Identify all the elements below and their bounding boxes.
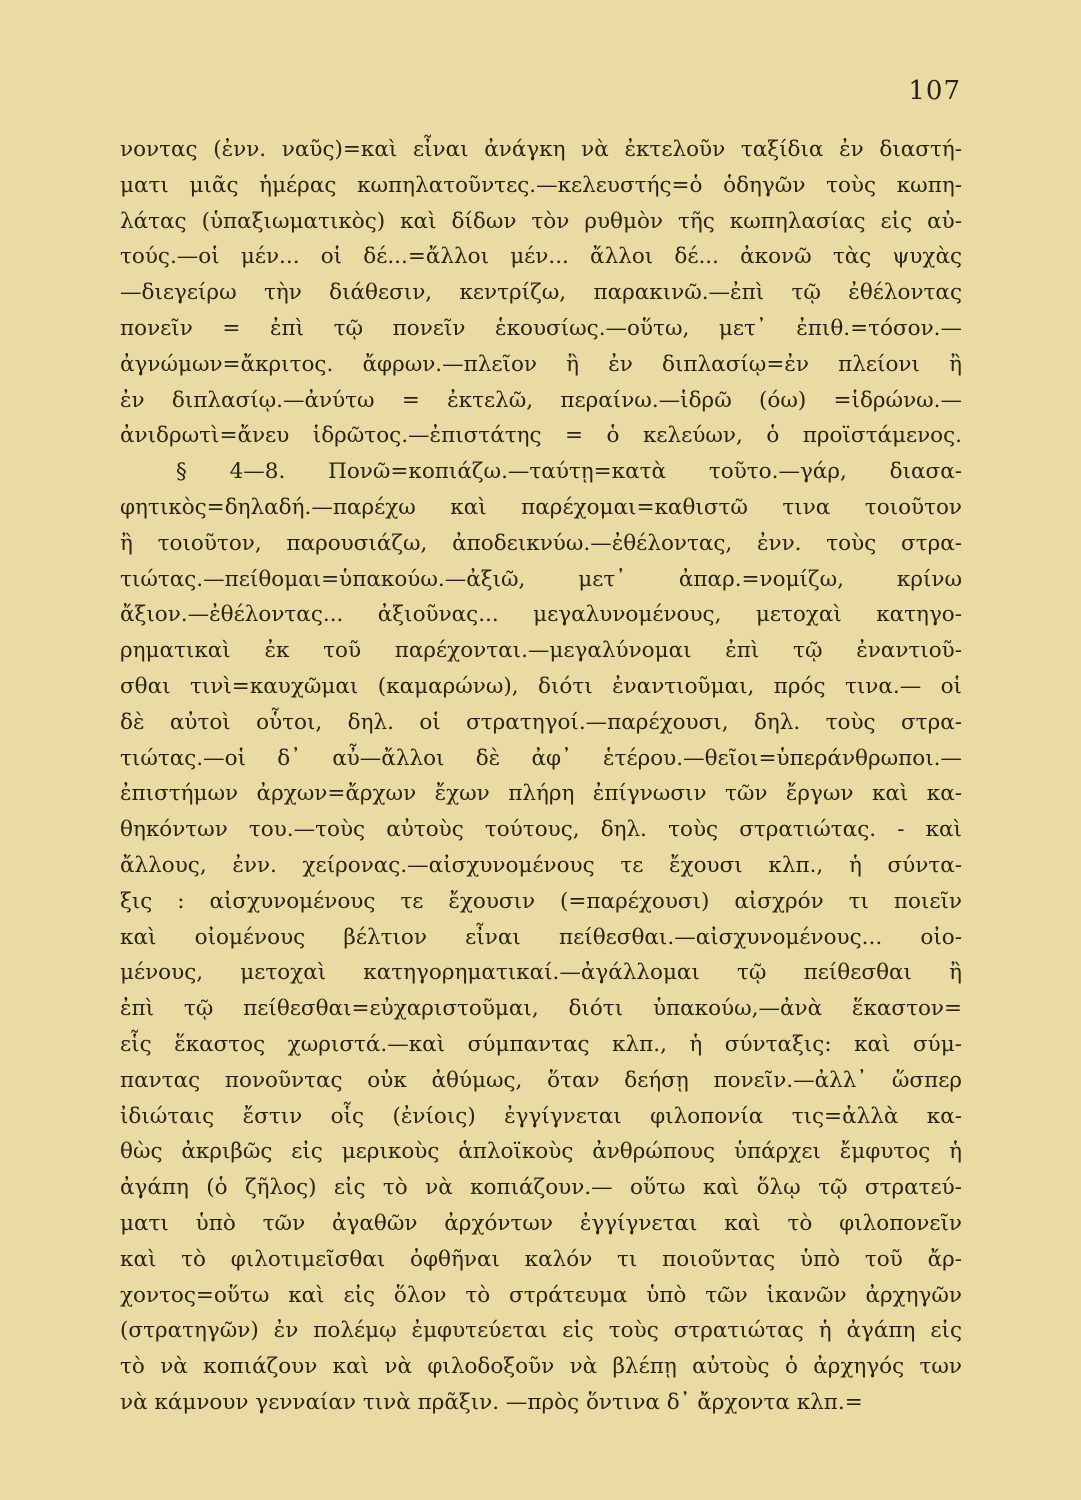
text-line: τὸ νὰ κοπιάζουν καὶ νὰ φιλοδοξοῦν νὰ βλέπῃ αὐτοὺς ὁ ἀρχηγός των bbox=[120, 1354, 962, 1380]
text-line: ἄλλους, ἐνν. χείρονας.—αἰσχυνομένους τε ἔχουσι κλπ., ἡ σύντα- bbox=[120, 852, 962, 878]
text-line: ματι μιᾶς ἡμέρας κωπηλατοῦντες.—κελευστής=ὁ ὁδηγῶν τοὺς κωπη- bbox=[120, 172, 962, 198]
text-line: ἀγάπη (ὁ ζῆλος) εἰς τὸ νὰ κοπιάζουν.— οὕτω καὶ ὅλῳ τῷ στρατεύ- bbox=[120, 1175, 962, 1201]
page-number: 107 bbox=[908, 76, 961, 106]
text-line: τιώτας.—οἱ δ᾽ αὖ—ἄλλοι δὲ ἀφ᾽ ἑτέρου.—θεῖοι=ὑπεράνθρωποι.— bbox=[120, 745, 962, 771]
text-line: τιώτας.—πείθομαι=ὑπακούω.—ἀξιῶ, μετ᾽ ἀπαρ.=νομίζω, κρίνω bbox=[120, 566, 962, 592]
text-line: ρηματικαὶ ἐκ τοῦ παρέχονται.—μεγαλύνομαι ἐπὶ τῷ ἐναντιοῦ- bbox=[120, 638, 962, 664]
text-line: ἐν διπλασίῳ.—ἀνύτω = ἐκτελῶ, περαίνω.—ἱδρῶ (όω) =ἱδρώνω.— bbox=[120, 387, 962, 413]
text-line: μένους, μετοχαὶ κατηγορηματικαί.—ἀγάλλομαι τῷ πείθεσθαι ἢ bbox=[120, 960, 962, 986]
text-line: νοντας (ἐνν. ναῦς)=καὶ εἶναι ἀνάγκη νὰ ἐκτελοῦν ταξίδια ἐν διαστή- bbox=[120, 137, 962, 162]
commentary-text bbox=[120, 132, 962, 1421]
text-line: —διεγείρω τὴν διάθεσιν, κεντρίζω, παρακινῶ.—ἐπὶ τῷ ἐθέλοντας bbox=[120, 280, 962, 306]
text-line: ἰδιώταις ἔστιν οἷς (ἐνίοις) ἐγγίγνεται φιλοπονία τις=ἀλλὰ κα- bbox=[120, 1103, 962, 1129]
text-line: παντας πονοῦντας οὐκ ἀθύμως, ὅταν δεήσῃ πονεῖν.—ἀλλ᾽ ὥσπερ bbox=[120, 1067, 962, 1093]
text-line: λάτας (ὑπαξιωματικὸς) καὶ δίδων τὸν ρυθμὸν τῆς κωπηλασίας εἰς αὐ- bbox=[120, 208, 962, 234]
text-line: ἐπιστήμων ἀρχων=ἄρχων ἔχων πλήρη ἐπίγνωσιν τῶν ἔργων καὶ κα- bbox=[120, 781, 962, 807]
text-line: τούς.—οἱ μέν... οἱ δέ...=ἄλλοι μέν... ἄλλοι δέ... ἀκονῶ τὰς ψυχὰς bbox=[120, 244, 962, 270]
text-line: φητικὸς=δηλαδή.—παρέχω καὶ παρέχομαι=καθιστῶ τινα τοιοῦτον bbox=[120, 494, 962, 520]
text-line: καὶ οἰομένους βέλτιον εἶναι πείθεσθαι.—αἰσχυνομένους... οἰο- bbox=[120, 924, 962, 950]
text-line: δὲ αὐτοὶ οὗτοι, δηλ. οἱ στρατηγοί.—παρέχουσι, δηλ. τοὺς στρα- bbox=[120, 709, 962, 735]
text-line: πονεῖν = ἐπὶ τῷ πονεῖν ἑκουσίως.—οὕτω, μετ᾽ ἐπιθ.=τόσον.— bbox=[120, 315, 962, 341]
text-line: ἐπὶ τῷ πείθεσθαι=εὐχαριστοῦμαι, διότι ὑπακούω,—ἀνὰ ἕκαστον= bbox=[120, 996, 962, 1022]
text-line: θηκόντων του.—τοὺς αὐτοὺς τούτους, δηλ. τοὺς στρατιώτας. - καὶ bbox=[120, 817, 962, 843]
text-line: ἄξιον.—ἐθέλοντας... ἀξιοῦνας... μεγαλυνομένους, μετοχαὶ κατηγο- bbox=[120, 602, 962, 628]
text-line: εἷς ἕκαστος χωριστά.—καὶ σύμπαντας κλπ., ἡ σύνταξις: καὶ σύμ- bbox=[120, 1031, 962, 1057]
text-line: ματι ὑπὸ τῶν ἀγαθῶν ἀρχόντων ἐγγίγνεται καὶ τὸ φιλοπονεῖν bbox=[120, 1210, 962, 1236]
text-line: ἀνιδρωτὶ=ἄνευ ἱδρῶτος.—ἐπιστάτης = ὁ κελεύων, ὁ προϊστάμενος. bbox=[120, 423, 962, 449]
text-line: θὼς ἀκριβῶς εἰς μερικοὺς ἁπλοϊκοὺς ἀνθρώπους ὑπάρχει ἔμφυτος ἡ bbox=[120, 1139, 962, 1165]
text-line: καὶ τὸ φιλοτιμεῖσθαι ὀφθῆναι καλόν τι ποιοῦντας ὑπὸ τοῦ ἄρ- bbox=[120, 1246, 962, 1272]
text-line: χοντος=οὕτω καὶ εἰς ὅλον τὸ στράτευμα ὑπὸ τῶν ἱκανῶν ἀρχηγῶν bbox=[120, 1282, 962, 1308]
text-line: (στρατηγῶν) ἐν πολέμῳ ἐμφυτεύεται εἰς τοὺς στρατιώτας ἡ ἀγάπη εἰς bbox=[120, 1318, 962, 1344]
text-line: ξις : αἰσχυνομένους τε ἔχουσιν (=παρέχουσι) αἰσχρόν τι ποιεῖν bbox=[120, 888, 962, 914]
text-line: σθαι τινὶ=καυχῶμαι (καμαρώνω), διότι ἐναντιοῦμαι, πρός τινα.— οἱ bbox=[120, 673, 962, 699]
text-line: § 4—8. Πονῶ=κοπιάζω.—ταύτῃ=κατὰ τοῦτο.—γάρ, διασα- bbox=[176, 459, 962, 485]
text-line: ἀγνώμων=ἄκριτος. ἄφρων.—πλεῖον ἢ ἐν διπλασίῳ=ἐν πλείονι ἢ bbox=[120, 351, 962, 377]
text-line: ἢ τοιοῦτον, παρουσιάζω, ἀποδεικνύω.—ἐθέλοντας, ἐνν. τοὺς στρα- bbox=[120, 530, 962, 556]
text-line: νὰ κάμνουν γενναίαν τινὰ πρᾶξιν. —πρὸς ὅντινα δ᾽ ἄρχοντα κλπ.= bbox=[120, 1389, 863, 1415]
